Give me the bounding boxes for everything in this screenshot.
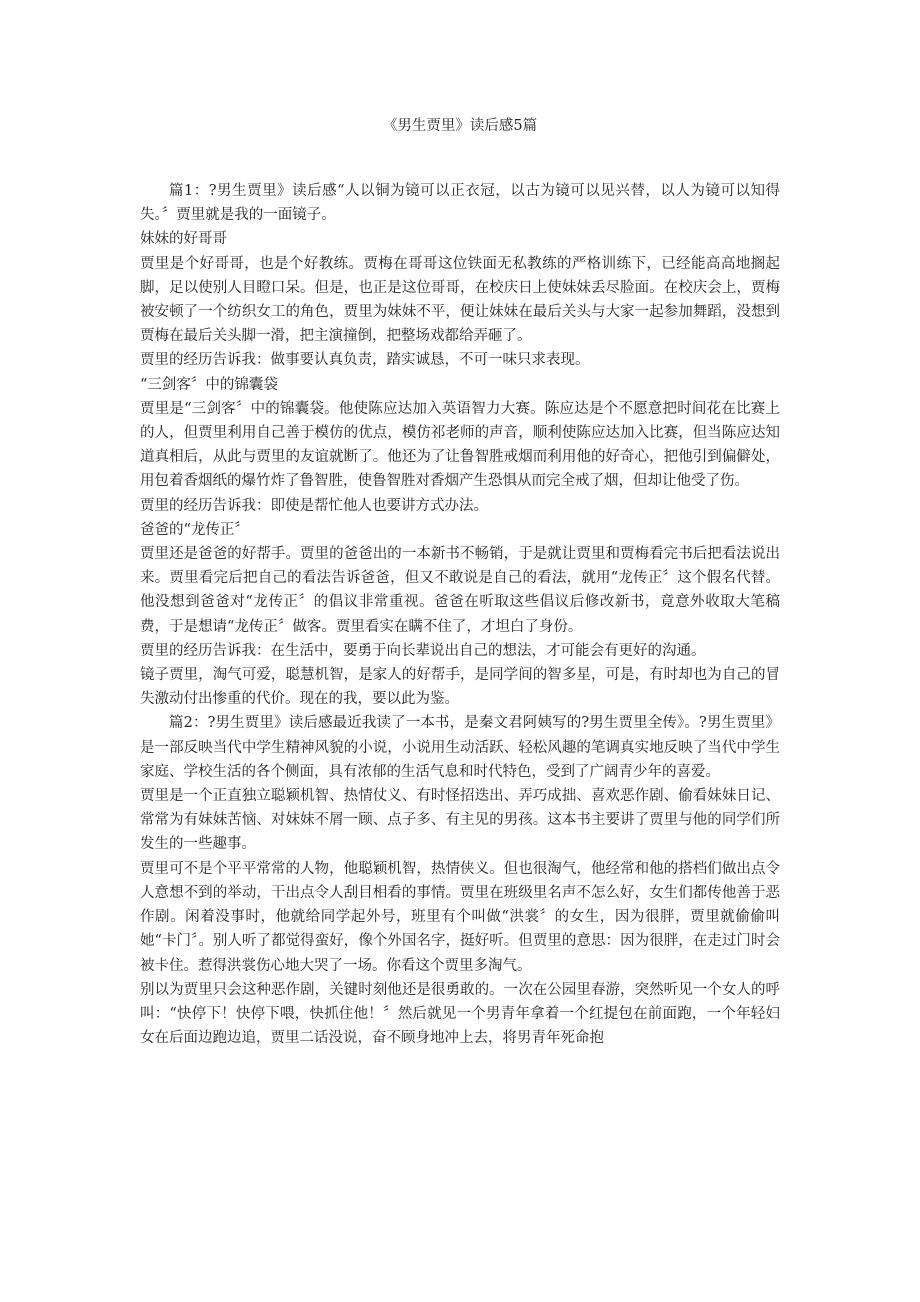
paragraph: 篇2：?男生贾里》读后感最近我读了一本书，是秦文君阿姨写的?男生贾里全传》。?男生贾里》是一部反映当代中学生精神风貌的小说，小说用生动活跃、轻松风趣的笔调真实地反映了当代中学生家庭、学校生活的各个侧面，具有浓郁的生活气息和时代特色，受到了广阔青少年的喜爱。 <box>140 715 780 780</box>
paragraph: “三剑客〞中的锦囊袋 <box>140 376 278 393</box>
paragraph: 贾里的经历告诉我：即使是帮忙他人也要讲方式办法。 <box>140 497 488 514</box>
paragraph: 爸爸的“龙传正〞 <box>140 521 249 538</box>
document-body <box>140 179 780 1050</box>
paragraph: 贾里还是爸爸的好帮手。贾里的爸爸出的一本新书不畅销，于是就让贾里和贾梅看完书后把看法说出来。贾里看完后把自己的看法告诉爸爸，但又不敢说是自己的看法，就用“龙传正〞这个假名代替。他没想到爸爸对“龙传正〞的倡议非常重视。爸爸在听取这些倡议后修改新书，竟意外收取大笔稿费，于是想请“龙传正〞做客。贾里看实在瞒不住了，才坦白了身份。 <box>140 546 780 635</box>
paragraph: 贾里是个好哥哥，也是个好教练。贾梅在哥哥这位铁面无私教练的严格训练下，已经能高高地搁起脚，足以使别人目瞪口呆。但是，也正是这位哥哥，在校庆日上使妹妹丢尽脸面。在校庆会上，贾梅被安顿了一个纺织女工的角色，贾里为妹妹不平，便让妹妹在最后关头与大家一起参加舞蹈，没想到贾梅在最后关头脚一滑，把主演撞倒，把整场戏都给弄砸了。 <box>140 255 780 345</box>
paragraph: 贾里是一个正直独立聪颖机智、热情仗义、有时怪招迭出、弄巧成拙、喜欢恶作剧、偷看妹妹日记、常常为有妹妹苦恼、对妹妹不屑一顾、点子多、有主见的男孩。这本书主要讲了贾里与他的同学们所发生的一些趣事。 <box>140 788 780 853</box>
paragraph: 贾里可不是个平平常常的人物，他聪颖机智，热情侠义。但也很淘气，他经常和他的搭档们做出点令人意想不到的举动，干出点令人刮目相看的事情。贾里在班级里名声不怎么好，女生们都传他善于恶作剧。闲着没事时，他就给同学起外号，班里有个叫做“洪裳〞的女生，因为很胖，贾里就偷偷叫她“卡门〞。别人听了都觉得蛮好，像个外国名字，挺好听。但贾里的意思：因为很胖，在走过门时会被卡住。惹得洪裳伤心地大哭了一场。你看这个贾里多淘气。 <box>140 860 780 974</box>
paragraph: 篇1：?男生贾里》读后感“人以铜为镜可以正衣冠，以古为镜可以见兴替，以人为镜可以知得失。〞贾里就是我的一面镜子。 <box>140 183 780 224</box>
paragraph: 贾里的经历告诉我：在生活中，要勇于向长辈说出自己的想法，才可能会有更好的沟通。 <box>140 642 706 659</box>
paragraph: 妹妹的好哥哥 <box>140 231 227 248</box>
document-title: 《男生贾里》读后感5篇 <box>382 118 538 134</box>
paragraph: 贾里的经历告诉我：做事要认真负责，踏实诚恳，不可一味只求表现。 <box>140 352 590 369</box>
paragraph: 别以为贾里只会这种恶作剧，关键时刻他还是很勇敢的。一次在公园里春游，突然听见一个女人的呼叫：“快停下！快停下喂，快抓住他！〞然后就见一个男青年拿着一个红提包在前面跑，一个年轻妇女在后面边跑边追，贾里二话没说，奋不顾身地冲上去，将男青年死命抱 <box>140 981 780 1047</box>
paragraph: 贾里是“三剑客〞中的锦囊袋。他使陈应达加入英语智力大赛。陈应达是个不愿意把时间花在比赛上的人，但贾里利用自己善于模仿的优点，模仿祁老师的声音，顺利使陈应达加入比赛，但当陈应达知道真相后，从此与贾里的友谊就断了。他还为了让鲁智胜戒烟而利用他的好奇心，把他引到偏僻处，用包着香烟纸的爆竹炸了鲁智胜，使鲁智胜对香烟产生恐惧从而完全戒了烟，但却让他受了伤。 <box>140 400 780 490</box>
paragraph: 镜子贾里，淘气可爱，聪慧机智，是家人的好帮手，是同学间的智多星，可是，有时却也为自己的冒失激动付出惨重的代价。现在的我，要以此为鉴。 <box>140 667 780 708</box>
